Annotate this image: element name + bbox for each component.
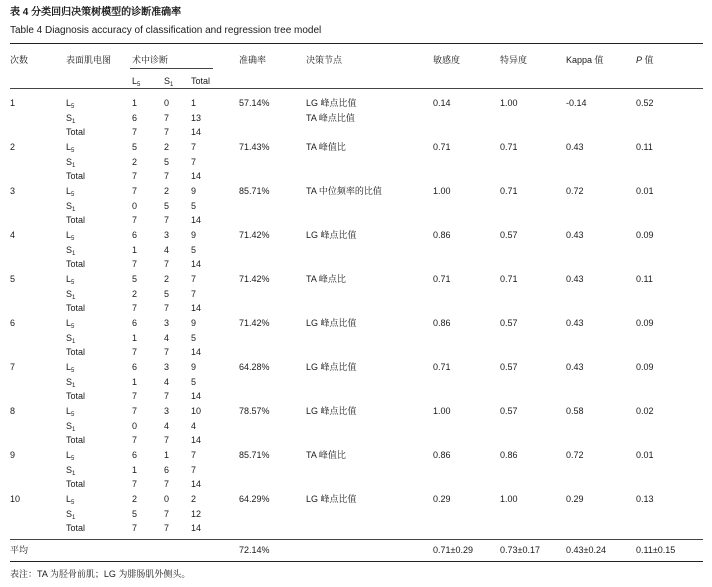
accuracy-value: 85.71%	[239, 450, 270, 460]
sensitivity-value: 0.86	[433, 318, 451, 328]
p-value: 0.09	[636, 230, 654, 240]
count-total: 7	[191, 288, 197, 299]
sensitivity-value: 0.71	[433, 142, 451, 152]
row-label-l5: $L_5$	[66, 142, 75, 154]
count-s1: 7	[164, 303, 170, 313]
header-emg: 表面肌电图	[66, 55, 112, 65]
count-total: 14	[191, 303, 202, 313]
count-s1: 7	[164, 215, 170, 225]
count-total: 7	[191, 156, 197, 167]
accuracy-value: 71.43%	[239, 142, 270, 152]
p-value: 0.01	[636, 450, 654, 460]
group-number: 6	[10, 318, 16, 328]
count-total: 12	[191, 508, 202, 519]
count-total: 14	[191, 435, 202, 445]
p-value: 0.52	[636, 98, 654, 108]
row-label-s1: $S_1$	[66, 464, 76, 477]
count-l5: 0	[132, 420, 138, 431]
row-label-total: Total	[66, 523, 86, 533]
row-label-s1: $S_1$	[66, 376, 76, 389]
count-s1: 5	[164, 288, 170, 299]
group-number: 9	[10, 450, 16, 460]
count-total: 5	[191, 244, 197, 255]
specificity-value: 0.57	[500, 362, 518, 372]
specificity-value: 0.71	[500, 274, 518, 284]
count-s1: 7	[164, 523, 170, 533]
group-number: 2	[10, 142, 16, 152]
count-total: 5	[191, 200, 197, 211]
count-total: 7	[191, 142, 197, 152]
count-total: 14	[191, 523, 202, 533]
count-total: 5	[191, 376, 197, 387]
count-total: 14	[191, 259, 202, 269]
decision-node: TA 峰值比	[306, 142, 346, 152]
count-l5: 7	[132, 479, 138, 489]
count-total: 7	[191, 450, 197, 460]
count-total: 14	[191, 391, 202, 401]
average-kappa: 0.43±0.24	[566, 545, 606, 555]
kappa-value: -0.14	[566, 98, 587, 108]
count-s1: 7	[164, 259, 170, 269]
row-label-s1: $S_1$	[66, 244, 76, 257]
p-value: 0.09	[636, 318, 654, 328]
count-s1: 3	[164, 318, 170, 328]
row-label-l5: $L_5$	[66, 186, 75, 198]
group-number: 10	[10, 494, 21, 504]
count-total: 14	[191, 215, 202, 225]
count-s1: 5	[164, 156, 170, 167]
count-l5: 1	[132, 376, 138, 387]
header-accuracy: 准确率	[239, 55, 267, 65]
count-s1: 6	[164, 464, 170, 475]
average-specificity: 0.73±0.17	[500, 545, 540, 555]
count-total: 5	[191, 332, 197, 343]
table-title-chinese: 表 4 分类回归决策树模型的诊断准确率	[10, 7, 182, 18]
row-label-s1: $S_1$	[66, 332, 76, 345]
kappa-value: 0.58	[566, 406, 584, 416]
count-l5: 7	[132, 347, 138, 357]
count-s1: 7	[164, 508, 170, 519]
bottom-rule	[10, 561, 703, 562]
group-number: 5	[10, 274, 16, 284]
count-s1: 7	[164, 479, 170, 489]
specificity-value: 0.71	[500, 186, 518, 196]
count-total: 9	[191, 318, 197, 328]
decision-node: LG 峰点比值	[306, 98, 357, 108]
count-s1: 7	[164, 435, 170, 445]
p-value: 0.01	[636, 186, 654, 196]
count-s1: 0	[164, 98, 170, 108]
count-total: 14	[191, 171, 202, 181]
count-l5: 6	[132, 112, 138, 123]
count-l5: 7	[132, 171, 138, 181]
count-l5: 6	[132, 362, 138, 372]
row-label-total: Total	[66, 391, 86, 401]
row-label-total: Total	[66, 171, 86, 181]
kappa-value: 0.43	[566, 230, 584, 240]
header-decision-node: 决策节点	[306, 55, 343, 65]
count-s1: 7	[164, 127, 170, 137]
count-total: 14	[191, 479, 202, 489]
header-surgical-diagnosis: 术中诊断	[132, 55, 169, 65]
accuracy-value: 64.29%	[239, 494, 270, 504]
average-sensitivity: 0.71±0.29	[433, 545, 473, 555]
row-label-total: Total	[66, 127, 86, 137]
count-l5: 5	[132, 142, 138, 152]
kappa-value: 0.72	[566, 186, 584, 196]
average-accuracy: 72.14%	[239, 545, 270, 555]
header-specificity: 特异度	[500, 55, 528, 65]
decision-node-secondary: TA 峰点比值	[306, 112, 355, 123]
count-s1: 2	[164, 142, 170, 152]
accuracy-value: 64.28%	[239, 362, 270, 372]
count-total: 2	[191, 494, 197, 504]
row-label-s1: $S_1$	[66, 156, 76, 169]
count-l5: 1	[132, 98, 138, 108]
row-label-l5: $L_5$	[66, 450, 75, 462]
header-sensitivity: 敏感度	[433, 55, 461, 65]
average-p-value: 0.11±0.15	[636, 545, 676, 555]
specificity-value: 1.00	[500, 494, 518, 504]
group-number: 7	[10, 362, 16, 372]
p-value: 0.02	[636, 406, 654, 416]
header-times: 次数	[10, 55, 29, 65]
count-s1: 7	[164, 391, 170, 401]
decision-node: TA 峰点比	[306, 274, 346, 284]
accuracy-value: 57.14%	[239, 98, 270, 108]
count-l5: 1	[132, 244, 138, 255]
count-s1: 7	[164, 347, 170, 357]
sensitivity-value: 1.00	[433, 186, 451, 196]
count-total: 9	[191, 230, 197, 240]
count-s1: 7	[164, 112, 170, 123]
count-s1: 1	[164, 450, 170, 460]
count-s1: 4	[164, 244, 170, 255]
count-l5: 6	[132, 450, 138, 460]
count-s1: 0	[164, 494, 170, 504]
sensitivity-value: 1.00	[433, 406, 451, 416]
count-s1: 7	[164, 171, 170, 181]
count-total: 10	[191, 406, 202, 416]
top-rule	[10, 43, 703, 44]
decision-node: TA 中位频率的比值	[306, 186, 382, 196]
kappa-value: 0.43	[566, 142, 584, 152]
count-l5: 0	[132, 200, 138, 211]
header-bottom-rule	[10, 88, 703, 89]
decision-node: LG 峰点比值	[306, 494, 357, 504]
sensitivity-value: 0.29	[433, 494, 451, 504]
count-l5: 7	[132, 127, 138, 137]
specificity-value: 0.57	[500, 406, 518, 416]
specificity-value: 0.57	[500, 230, 518, 240]
row-label-total: Total	[66, 303, 86, 313]
count-s1: 3	[164, 406, 170, 416]
average-label: 平均	[10, 545, 29, 555]
kappa-value: 0.29	[566, 494, 584, 504]
count-s1: 3	[164, 230, 170, 240]
sensitivity-value: 0.71	[433, 362, 451, 372]
row-label-total: Total	[66, 259, 86, 269]
count-total: 13	[191, 112, 202, 123]
count-l5: 7	[132, 215, 138, 225]
row-label-s1: $S_1$	[66, 420, 76, 433]
sensitivity-value: 0.14	[433, 98, 451, 108]
row-label-total: Total	[66, 347, 86, 357]
row-label-total: Total	[66, 479, 86, 489]
count-l5: 2	[132, 494, 138, 504]
row-label-total: Total	[66, 215, 86, 225]
sensitivity-value: 0.86	[433, 230, 451, 240]
count-total: 1	[191, 98, 197, 108]
count-total: 14	[191, 347, 202, 357]
count-l5: 2	[132, 156, 138, 167]
row-label-l5: $L_5$	[66, 406, 75, 418]
count-l5: 1	[132, 332, 138, 343]
header-p-value: P 值	[636, 55, 654, 65]
row-label-l5: $L_5$	[66, 362, 75, 374]
count-l5: 6	[132, 230, 138, 240]
count-s1: 2	[164, 186, 170, 196]
count-s1: 3	[164, 362, 170, 372]
count-total: 4	[191, 420, 197, 431]
decision-node: TA 峰值比	[306, 450, 346, 460]
header-total: Total	[191, 76, 211, 86]
accuracy-value: 71.42%	[239, 318, 270, 328]
count-total: 9	[191, 362, 197, 372]
count-s1: 4	[164, 332, 170, 343]
group-number: 1	[10, 98, 16, 108]
row-label-s1: $S_1$	[66, 288, 76, 301]
count-s1: 2	[164, 274, 170, 284]
row-label-l5: $L_5$	[66, 98, 75, 110]
p-value: 0.11	[636, 142, 653, 152]
count-s1: 4	[164, 420, 170, 431]
kappa-value: 0.72	[566, 450, 584, 460]
count-l5: 7	[132, 435, 138, 445]
header-kappa: Kappa 值	[566, 55, 604, 65]
count-l5: 5	[132, 274, 138, 284]
decision-node: LG 峰点比值	[306, 318, 357, 328]
table-title-english: Table 4 Diagnosis accuracy of classification and regression tree model	[10, 25, 322, 36]
specificity-value: 0.57	[500, 318, 518, 328]
decision-node: LG 峰点比值	[306, 362, 357, 372]
accuracy-value: 71.42%	[239, 274, 270, 284]
decision-node: LG 峰点比值	[306, 230, 357, 240]
specificity-value: 0.86	[500, 450, 518, 460]
row-label-s1: $S_1$	[66, 112, 76, 125]
count-l5: 2	[132, 288, 138, 299]
accuracy-value: 71.42%	[239, 230, 270, 240]
row-label-s1: $S_1$	[66, 508, 76, 521]
count-total: 7	[191, 274, 197, 284]
kappa-value: 0.43	[566, 274, 584, 284]
count-s1: 4	[164, 376, 170, 387]
accuracy-value: 85.71%	[239, 186, 270, 196]
header-s1: $S_1$	[164, 76, 174, 88]
header-l5: $L_5$	[132, 76, 141, 88]
specificity-value: 1.00	[500, 98, 518, 108]
row-label-total: Total	[66, 435, 86, 445]
p-value: 0.13	[636, 494, 654, 504]
kappa-value: 0.43	[566, 362, 584, 372]
count-l5: 7	[132, 186, 138, 196]
row-label-l5: $L_5$	[66, 318, 75, 330]
count-l5: 5	[132, 508, 138, 519]
row-label-l5: $L_5$	[66, 230, 75, 242]
count-total: 7	[191, 464, 197, 475]
row-label-l5: $L_5$	[66, 494, 75, 506]
count-l5: 1	[132, 464, 138, 475]
decision-node: LG 峰点比值	[306, 406, 357, 416]
count-l5: 7	[132, 259, 138, 269]
sensitivity-value: 0.86	[433, 450, 451, 460]
surgical-subheader-rule	[130, 68, 213, 69]
row-label-s1: $S_1$	[66, 200, 76, 213]
accuracy-value: 78.57%	[239, 406, 270, 416]
group-number: 8	[10, 406, 16, 416]
p-value: 0.09	[636, 362, 654, 372]
sensitivity-value: 0.71	[433, 274, 451, 284]
p-value: 0.11	[636, 274, 653, 284]
group-number: 3	[10, 186, 16, 196]
kappa-value: 0.43	[566, 318, 584, 328]
row-label-l5: $L_5$	[66, 274, 75, 286]
count-l5: 7	[132, 523, 138, 533]
specificity-value: 0.71	[500, 142, 518, 152]
count-s1: 5	[164, 200, 170, 211]
count-l5: 7	[132, 303, 138, 313]
count-l5: 7	[132, 391, 138, 401]
average-top-rule	[10, 539, 703, 540]
group-number: 4	[10, 230, 16, 240]
count-l5: 6	[132, 318, 138, 328]
count-total: 9	[191, 186, 197, 196]
table-note: 表注：TA 为胫骨前肌；LG 为腓肠肌外侧头。	[10, 569, 191, 579]
count-l5: 7	[132, 406, 138, 416]
count-total: 14	[191, 127, 202, 137]
